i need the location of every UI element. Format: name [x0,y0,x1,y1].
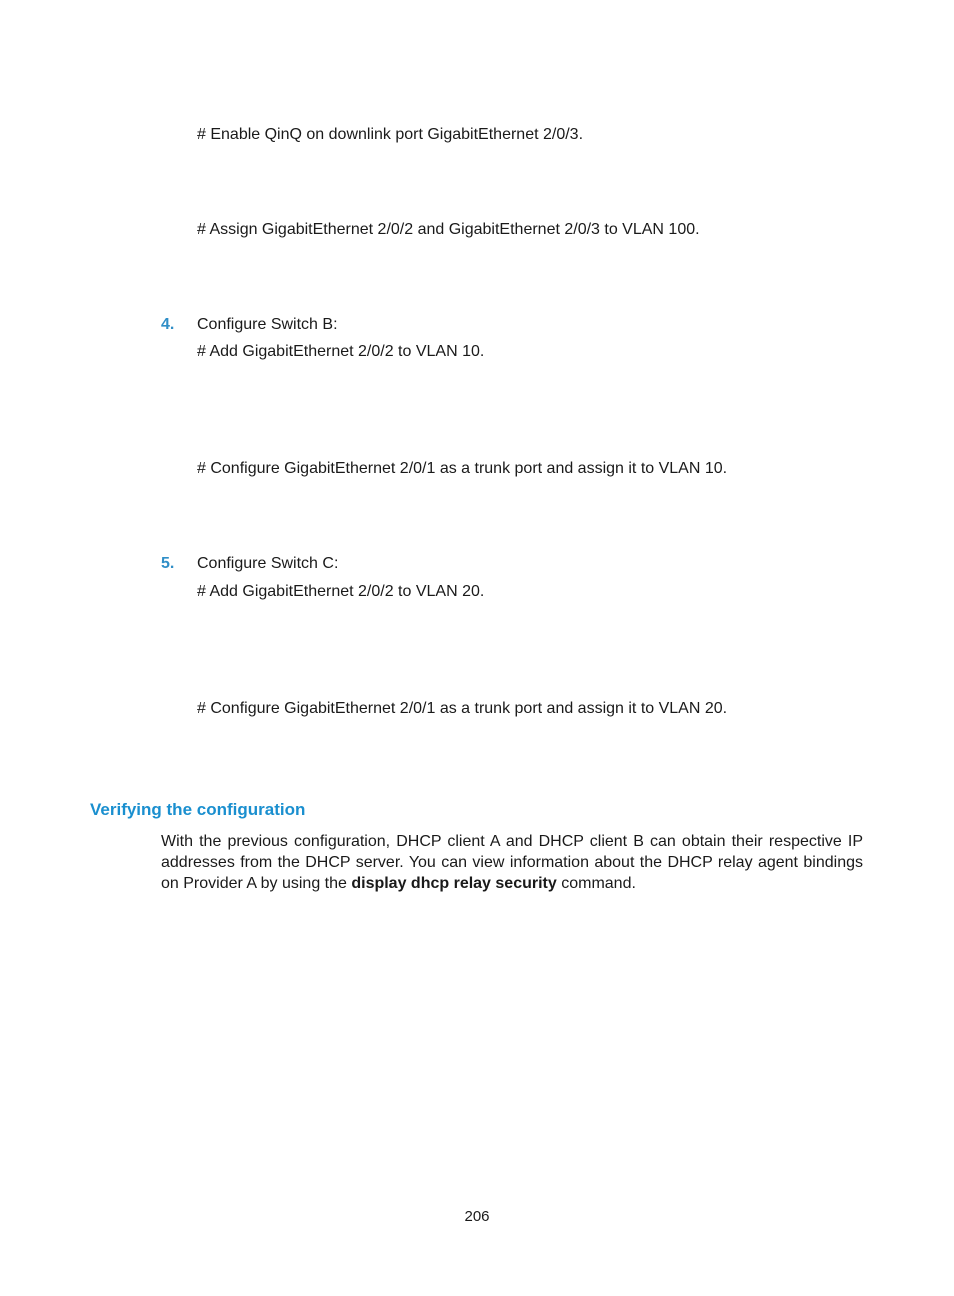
page-number: 206 [464,1208,490,1225]
step-5-add-vlan: # Add GigabitEthernet 2/0/2 to VLAN 20. [197,583,485,600]
verify-paragraph [161,831,863,894]
verify-command: display dhcp relay security [351,875,557,892]
step-4-add-vlan: # Add GigabitEthernet 2/0/2 to VLAN 10. [197,343,485,360]
verify-text-before: With the previous configuration, DHCP client A and DHCP client B can obtain their respective IP addresses from the DHCP server. You can view information about the DHCP relay agent bindings on Provider A by using the [161,833,863,892]
step-5-title: Configure Switch C: [197,555,339,572]
step-4-trunk: # Configure GigabitEthernet 2/0/1 as a trunk port and assign it to VLAN 10. [197,460,728,477]
step-5-number: 5. [161,555,175,572]
step-4-title: Configure Switch B: [197,316,338,333]
verify-text-after: command. [556,875,636,892]
section-heading: Verifying the configuration [90,800,306,819]
step-4-number: 4. [161,316,175,333]
comment-enable-qinq: # Enable QinQ on downlink port GigabitEthernet 2/0/3. [197,126,584,143]
step-5-trunk: # Configure GigabitEthernet 2/0/1 as a trunk port and assign it to VLAN 20. [197,700,728,717]
comment-assign-vlan100: # Assign GigabitEthernet 2/0/2 and GigabitEthernet 2/0/3 to VLAN 100. [197,221,700,238]
